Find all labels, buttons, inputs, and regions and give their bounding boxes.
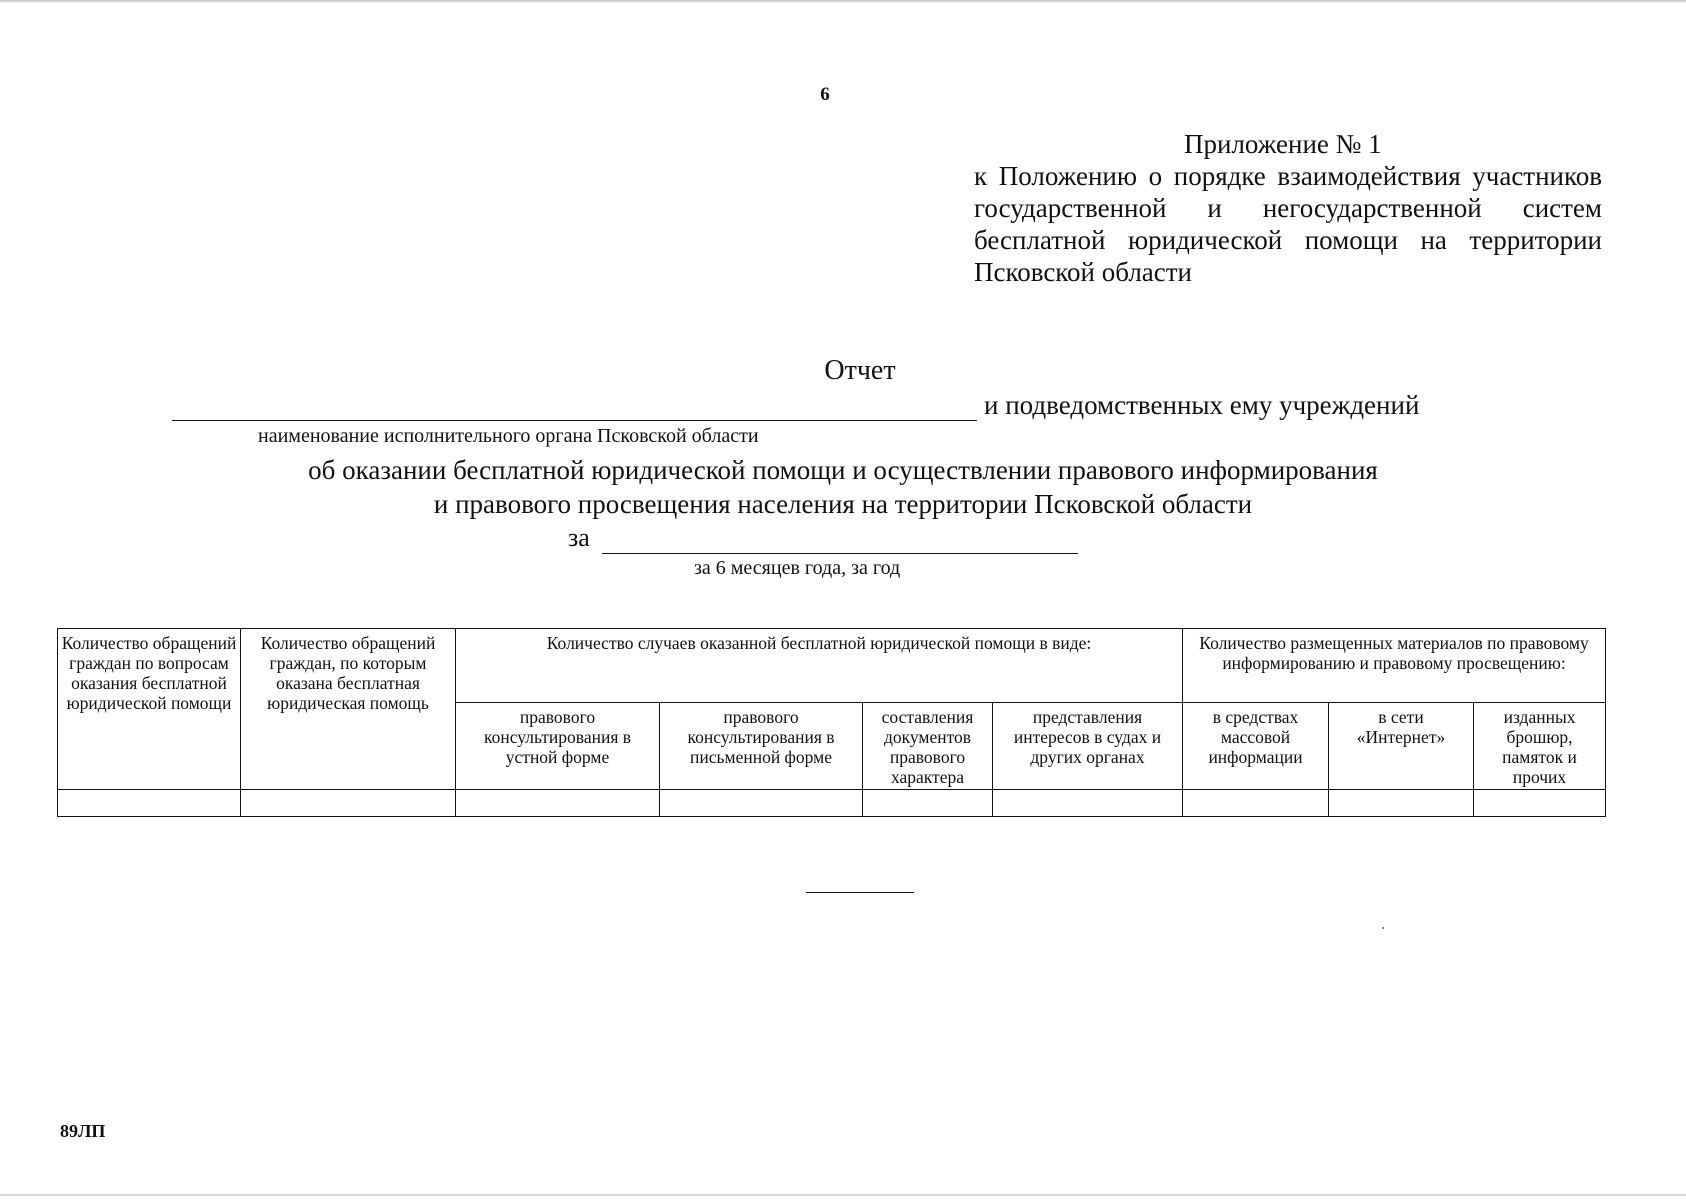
period-fill-line [602, 553, 1078, 554]
scan-edge-top [0, 0, 1686, 3]
table-cell [1329, 790, 1474, 817]
header-col-requests: Количество обращений граждан по вопросам оказания бесплатной юридической помощи [58, 629, 241, 790]
header-document-drafting: составления документов правового характера [863, 702, 993, 789]
report-subject-line-1: об оказании бесплатной юридической помощи и осуществлении правового информирования [308, 455, 1378, 485]
org-suffix: и подведомственных ему учреждений [984, 390, 1420, 420]
footer-code: 89ЛП [60, 1121, 106, 1141]
period-caption: за 6 месяцев года, за год [694, 557, 901, 579]
page-number: 6 [820, 84, 830, 105]
header-internet: в сети «Интернет» [1329, 702, 1474, 789]
scan-edge-bottom [0, 1193, 1686, 1196]
header-representation: представления интересов в судах и других органах [993, 702, 1183, 789]
appendix-title: Приложение № 1 [1184, 129, 1382, 159]
table-cell [456, 790, 660, 817]
report-subject-line-2: и правового просвещения населения на территории Псковской области [433, 489, 1253, 519]
report-title: Отчет [824, 355, 896, 386]
appendix-body: к Положению о порядке взаимодействия участников государственной и негосударственной систем бесплатной юридической помощи на территории Псковской области [974, 161, 1602, 287]
header-group-assistance: Количество случаев оказанной бесплатной юридической помощи в виде: [456, 629, 1183, 703]
report-subject [100, 453, 1586, 521]
header-oral-consulting: правового консультирования в устной форме [456, 702, 660, 789]
header-mass-media: в средствах массовой информации [1183, 702, 1329, 789]
header-written-consulting: правового консультирования в письменной форме [660, 702, 863, 789]
table-cell [58, 790, 241, 817]
table-cell [993, 790, 1183, 817]
appendix-block [974, 128, 1602, 288]
org-name-fill-line [172, 420, 977, 421]
report-table [57, 628, 1606, 817]
table-cell [660, 790, 863, 817]
end-divider [806, 892, 914, 893]
period-label: за [568, 523, 590, 552]
table-cell [241, 790, 456, 817]
table-cell [863, 790, 993, 817]
scan-speck [1382, 927, 1384, 929]
header-brochures: изданных брошюр, памяток и прочих [1474, 702, 1606, 789]
table-cell [1474, 790, 1606, 817]
table-cell [1183, 790, 1329, 817]
header-col-assisted: Количество обращений граждан, по которым оказана бесплатная юридическая помощь [241, 629, 456, 790]
header-group-materials: Количество размещенных материалов по правовому информированию и правовому просвещению: [1183, 629, 1606, 703]
org-caption: наименование исполнительного органа Псковской области [258, 425, 759, 447]
table-row [58, 790, 1606, 817]
